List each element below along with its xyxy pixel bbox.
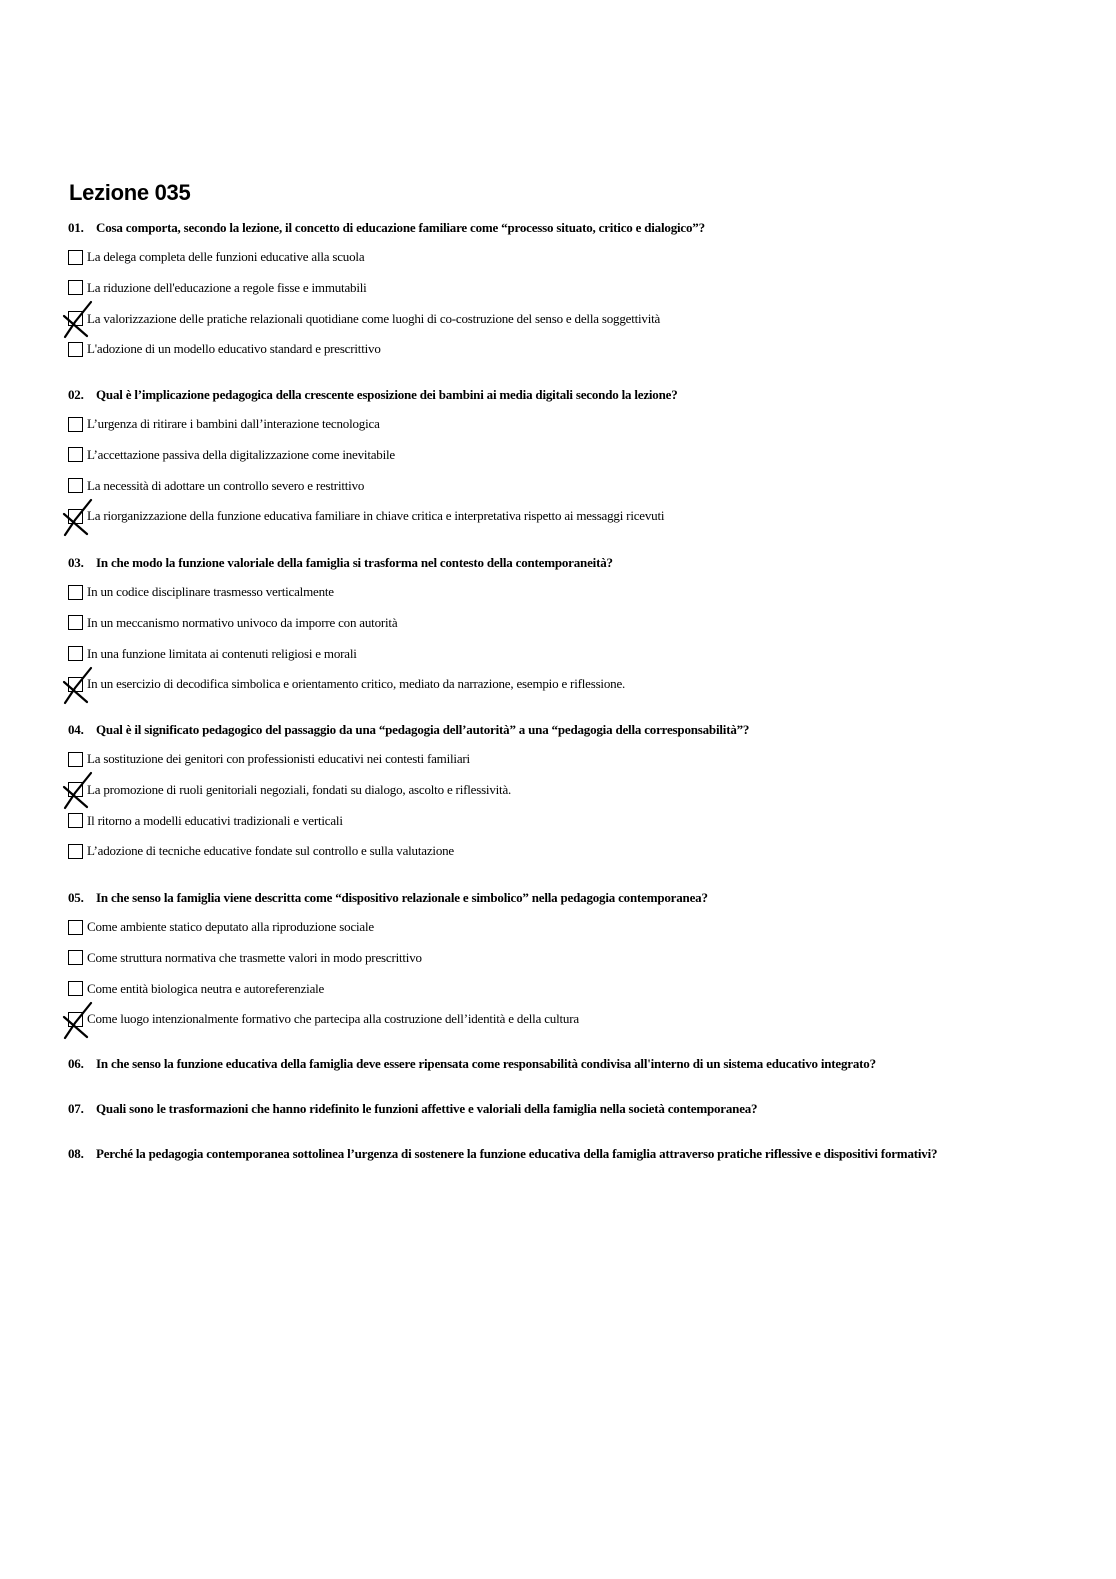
checkbox-checked[interactable] xyxy=(68,782,83,797)
checkbox-checked[interactable] xyxy=(68,509,83,524)
question-3 xyxy=(68,555,988,570)
question-text: In che senso la funzione educativa della famiglia deve essere ripensata come responsabilità condivisa all'interno di un sistema educativo integrato? xyxy=(96,1056,876,1071)
answer-option[interactable] xyxy=(68,416,380,432)
checkbox[interactable] xyxy=(68,280,83,295)
answer-text: L’accettazione passiva della digitalizzazione come inevitabile xyxy=(87,446,395,462)
answer-option[interactable] xyxy=(68,249,364,265)
checkbox[interactable] xyxy=(68,447,83,462)
answer-option[interactable] xyxy=(68,813,343,829)
question-number: 07. xyxy=(68,1101,84,1116)
answer-option[interactable] xyxy=(68,584,334,600)
question-text: In che modo la funzione valoriale della famiglia si trasforma nel contesto della contemporaneità? xyxy=(96,555,613,570)
question-4 xyxy=(68,722,988,737)
question-number: 03. xyxy=(68,555,84,570)
checkbox[interactable] xyxy=(68,981,83,996)
checkbox[interactable] xyxy=(68,250,83,265)
question-number: 06. xyxy=(68,1056,84,1071)
answer-text: Come entità biologica neutra e autoreferenziale xyxy=(87,980,325,996)
answer-option[interactable] xyxy=(68,950,422,966)
answer-text: L’urgenza di ritirare i bambini dall’interazione tecnologica xyxy=(87,416,380,431)
handwritten-check-icon xyxy=(61,300,93,340)
answer-text: La necessità di adottare un controllo severo e restrittivo xyxy=(87,477,365,493)
checkbox[interactable] xyxy=(68,920,83,935)
handwritten-check-icon xyxy=(61,498,93,538)
answer-text: Come luogo intenzionalmente formativo che partecipa alla costruzione dell’identità e della cultura xyxy=(87,1011,579,1027)
answer-text: La sostituzione dei genitori con professionisti educativi nei contesti familiari xyxy=(87,751,470,766)
question-7 xyxy=(68,1101,988,1116)
answer-text: In una funzione limitata ai contenuti religiosi e morali xyxy=(87,645,357,661)
answer-text: In un meccanismo normativo univoco da imporre con autorità xyxy=(87,614,398,630)
question-6 xyxy=(68,1056,988,1071)
answer-option[interactable] xyxy=(68,782,511,798)
answer-option[interactable] xyxy=(68,676,625,692)
checkbox[interactable] xyxy=(68,585,83,600)
answer-option[interactable] xyxy=(68,447,395,463)
answer-option[interactable] xyxy=(68,981,324,997)
answer-option[interactable] xyxy=(68,1011,579,1027)
checkbox-checked[interactable] xyxy=(68,311,83,326)
question-text: Cosa comporta, secondo la lezione, il concetto di educazione familiare come “processo situato, critico e dialogico”? xyxy=(96,220,705,235)
answer-text: In un esercizio di decodifica simbolica e orientamento critico, mediato da narrazione, esempio e riflessione. xyxy=(87,676,626,692)
answer-text: La promozione di ruoli genitoriali negoziali, fondati su dialogo, ascolto e riflessività. xyxy=(87,781,512,797)
answer-text: Come ambiente statico deputato alla riproduzione sociale xyxy=(87,919,374,934)
checkbox[interactable] xyxy=(68,844,83,859)
handwritten-check-icon xyxy=(61,666,93,706)
question-number: 04. xyxy=(68,722,84,737)
answer-option[interactable] xyxy=(68,311,660,327)
answer-text: In un codice disciplinare trasmesso verticalmente xyxy=(87,584,334,599)
answer-text: Come struttura normativa che trasmette valori in modo prescrittivo xyxy=(87,949,422,965)
answer-option[interactable] xyxy=(68,478,364,494)
question-5 xyxy=(68,890,988,905)
question-8 xyxy=(68,1146,988,1161)
checkbox[interactable] xyxy=(68,615,83,630)
answer-option[interactable] xyxy=(68,280,367,296)
question-number: 02. xyxy=(68,387,84,402)
answer-text: L'adozione di un modello educativo standard e prescrittivo xyxy=(87,341,381,357)
question-text: Qual è l’implicazione pedagogica della crescente esposizione dei bambini ai media digitali secondo la lezione? xyxy=(96,387,678,402)
question-number: 05. xyxy=(68,890,84,905)
checkbox[interactable] xyxy=(68,646,83,661)
answer-option[interactable] xyxy=(68,615,397,631)
answer-text: La riduzione dell'educazione a regole fisse e immutabili xyxy=(87,279,367,295)
answer-text: La riorganizzazione della funzione educativa familiare in chiave critica e interpretativa rispetto ai messaggi ricevuti xyxy=(87,508,665,524)
question-text: Perché la pedagogia contemporanea sottolinea l’urgenza di sostenere la funzione educativa della famiglia attraverso pratiche riflessive e dispositivi formativi? xyxy=(96,1146,938,1161)
question-number: 01. xyxy=(68,220,84,235)
answer-option[interactable] xyxy=(68,919,374,935)
question-number: 08. xyxy=(68,1146,84,1161)
checkbox[interactable] xyxy=(68,752,83,767)
answer-text: La delega completa delle funzioni educative alla scuola xyxy=(87,249,365,264)
question-text: In che senso la famiglia viene descritta come “dispositivo relazionale e simbolico” nella pedagogia contemporanea? xyxy=(96,890,708,905)
question-text: Qual è il significato pedagogico del passaggio da una “pedagogia dell’autorità” a una “pedagogia della corresponsabilità”? xyxy=(96,722,750,737)
checkbox-checked[interactable] xyxy=(68,1012,83,1027)
answer-text: La valorizzazione delle pratiche relazionali quotidiane come luoghi di co-costruzione del senso e della soggettività xyxy=(87,310,661,326)
answer-option[interactable] xyxy=(68,843,454,859)
checkbox[interactable] xyxy=(68,478,83,493)
answer-text: L’adozione di tecniche educative fondate sul controllo e sulla valutazione xyxy=(87,843,454,859)
handwritten-check-icon xyxy=(61,771,93,811)
answer-option[interactable] xyxy=(68,508,664,524)
checkbox[interactable] xyxy=(68,417,83,432)
answer-option[interactable] xyxy=(68,646,357,662)
answer-text: Il ritorno a modelli educativi tradizionali e verticali xyxy=(87,812,343,828)
handwritten-check-icon xyxy=(61,1001,93,1041)
answer-option[interactable] xyxy=(68,751,470,767)
checkbox[interactable] xyxy=(68,813,83,828)
checkbox[interactable] xyxy=(68,950,83,965)
question-text: Quali sono le trasformazioni che hanno ridefinito le funzioni affettive e valoriali della famiglia nella società contemporanea? xyxy=(96,1101,758,1116)
checkbox-checked[interactable] xyxy=(68,677,83,692)
page-title: Lezione 035 xyxy=(69,180,191,205)
answer-option[interactable] xyxy=(68,341,381,357)
question-1 xyxy=(68,220,988,235)
checkbox[interactable] xyxy=(68,342,83,357)
question-2 xyxy=(68,387,988,402)
